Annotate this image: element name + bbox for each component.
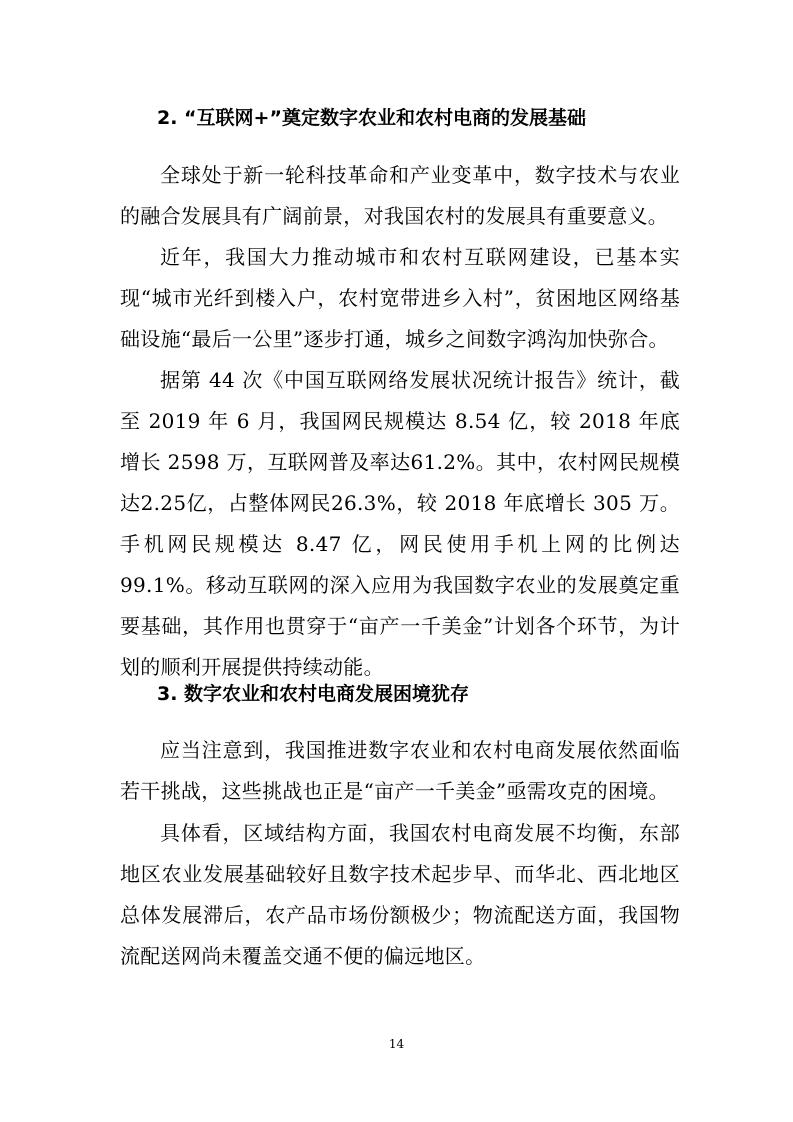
section-heading-3: 3. 数字农业和农村电商发展困境犹存 — [157, 683, 470, 705]
paragraph-regional-structure: 具体看，区域结构方面，我国农村电商发展不均衡，东部地区农业发展基础较好且数字技术起步早、而华北、西北地区总体发展滞后，农产品市场份额极少；物流配送方面，我国物流配送网尚未覆盖交通不便的偏远地区。 — [120, 821, 680, 968]
page-number: 14 — [388, 1037, 405, 1051]
paragraph-statistics: 据第 44 次《中国互联网络发展状况统计报告》统计，截至 2019 年 6 月，我国网民规模达 8.54 亿，较 2018 年底增长 2598 万，互联网普及率达61.2%。其中，农村网民规模达2.25亿，占整体网民26.3%，较 2018 年底增长 305 万。手机网民规模达 8.47 亿，网民使用手机上网的比例达 99.1%。移动互联网的深入应用为我国数字农业的发展奠定重要基础，其作用也贯穿于“亩产一千美金”计划各个环节，为计划的顺利开展提供持续动能。 — [120, 368, 680, 679]
paragraph-global-context: 全球处于新一轮科技革命和产业变革中，数字技术与农业的融合发展具有广阔前景，对我国农村的发展具有重要意义。 — [120, 163, 680, 228]
paragraph-challenges: 应当注意到，我国推进数字农业和农村电商发展依然面临若干挑战，这些挑战也正是“亩产一千美金”亟需攻克的困境。 — [120, 738, 680, 803]
section-heading-2: 2. “互联网+”奠定数字农业和农村电商的发展基础 — [157, 107, 586, 129]
paragraph-internet-construction: 近年，我国大力推动城市和农村互联网建设，已基本实现“城市光纤到楼入户，农村宽带进乡入村”，贫困地区网络基础设施“最后一公里”逐步打通，城乡之间数字鸿沟加快弥合。 — [120, 245, 680, 351]
